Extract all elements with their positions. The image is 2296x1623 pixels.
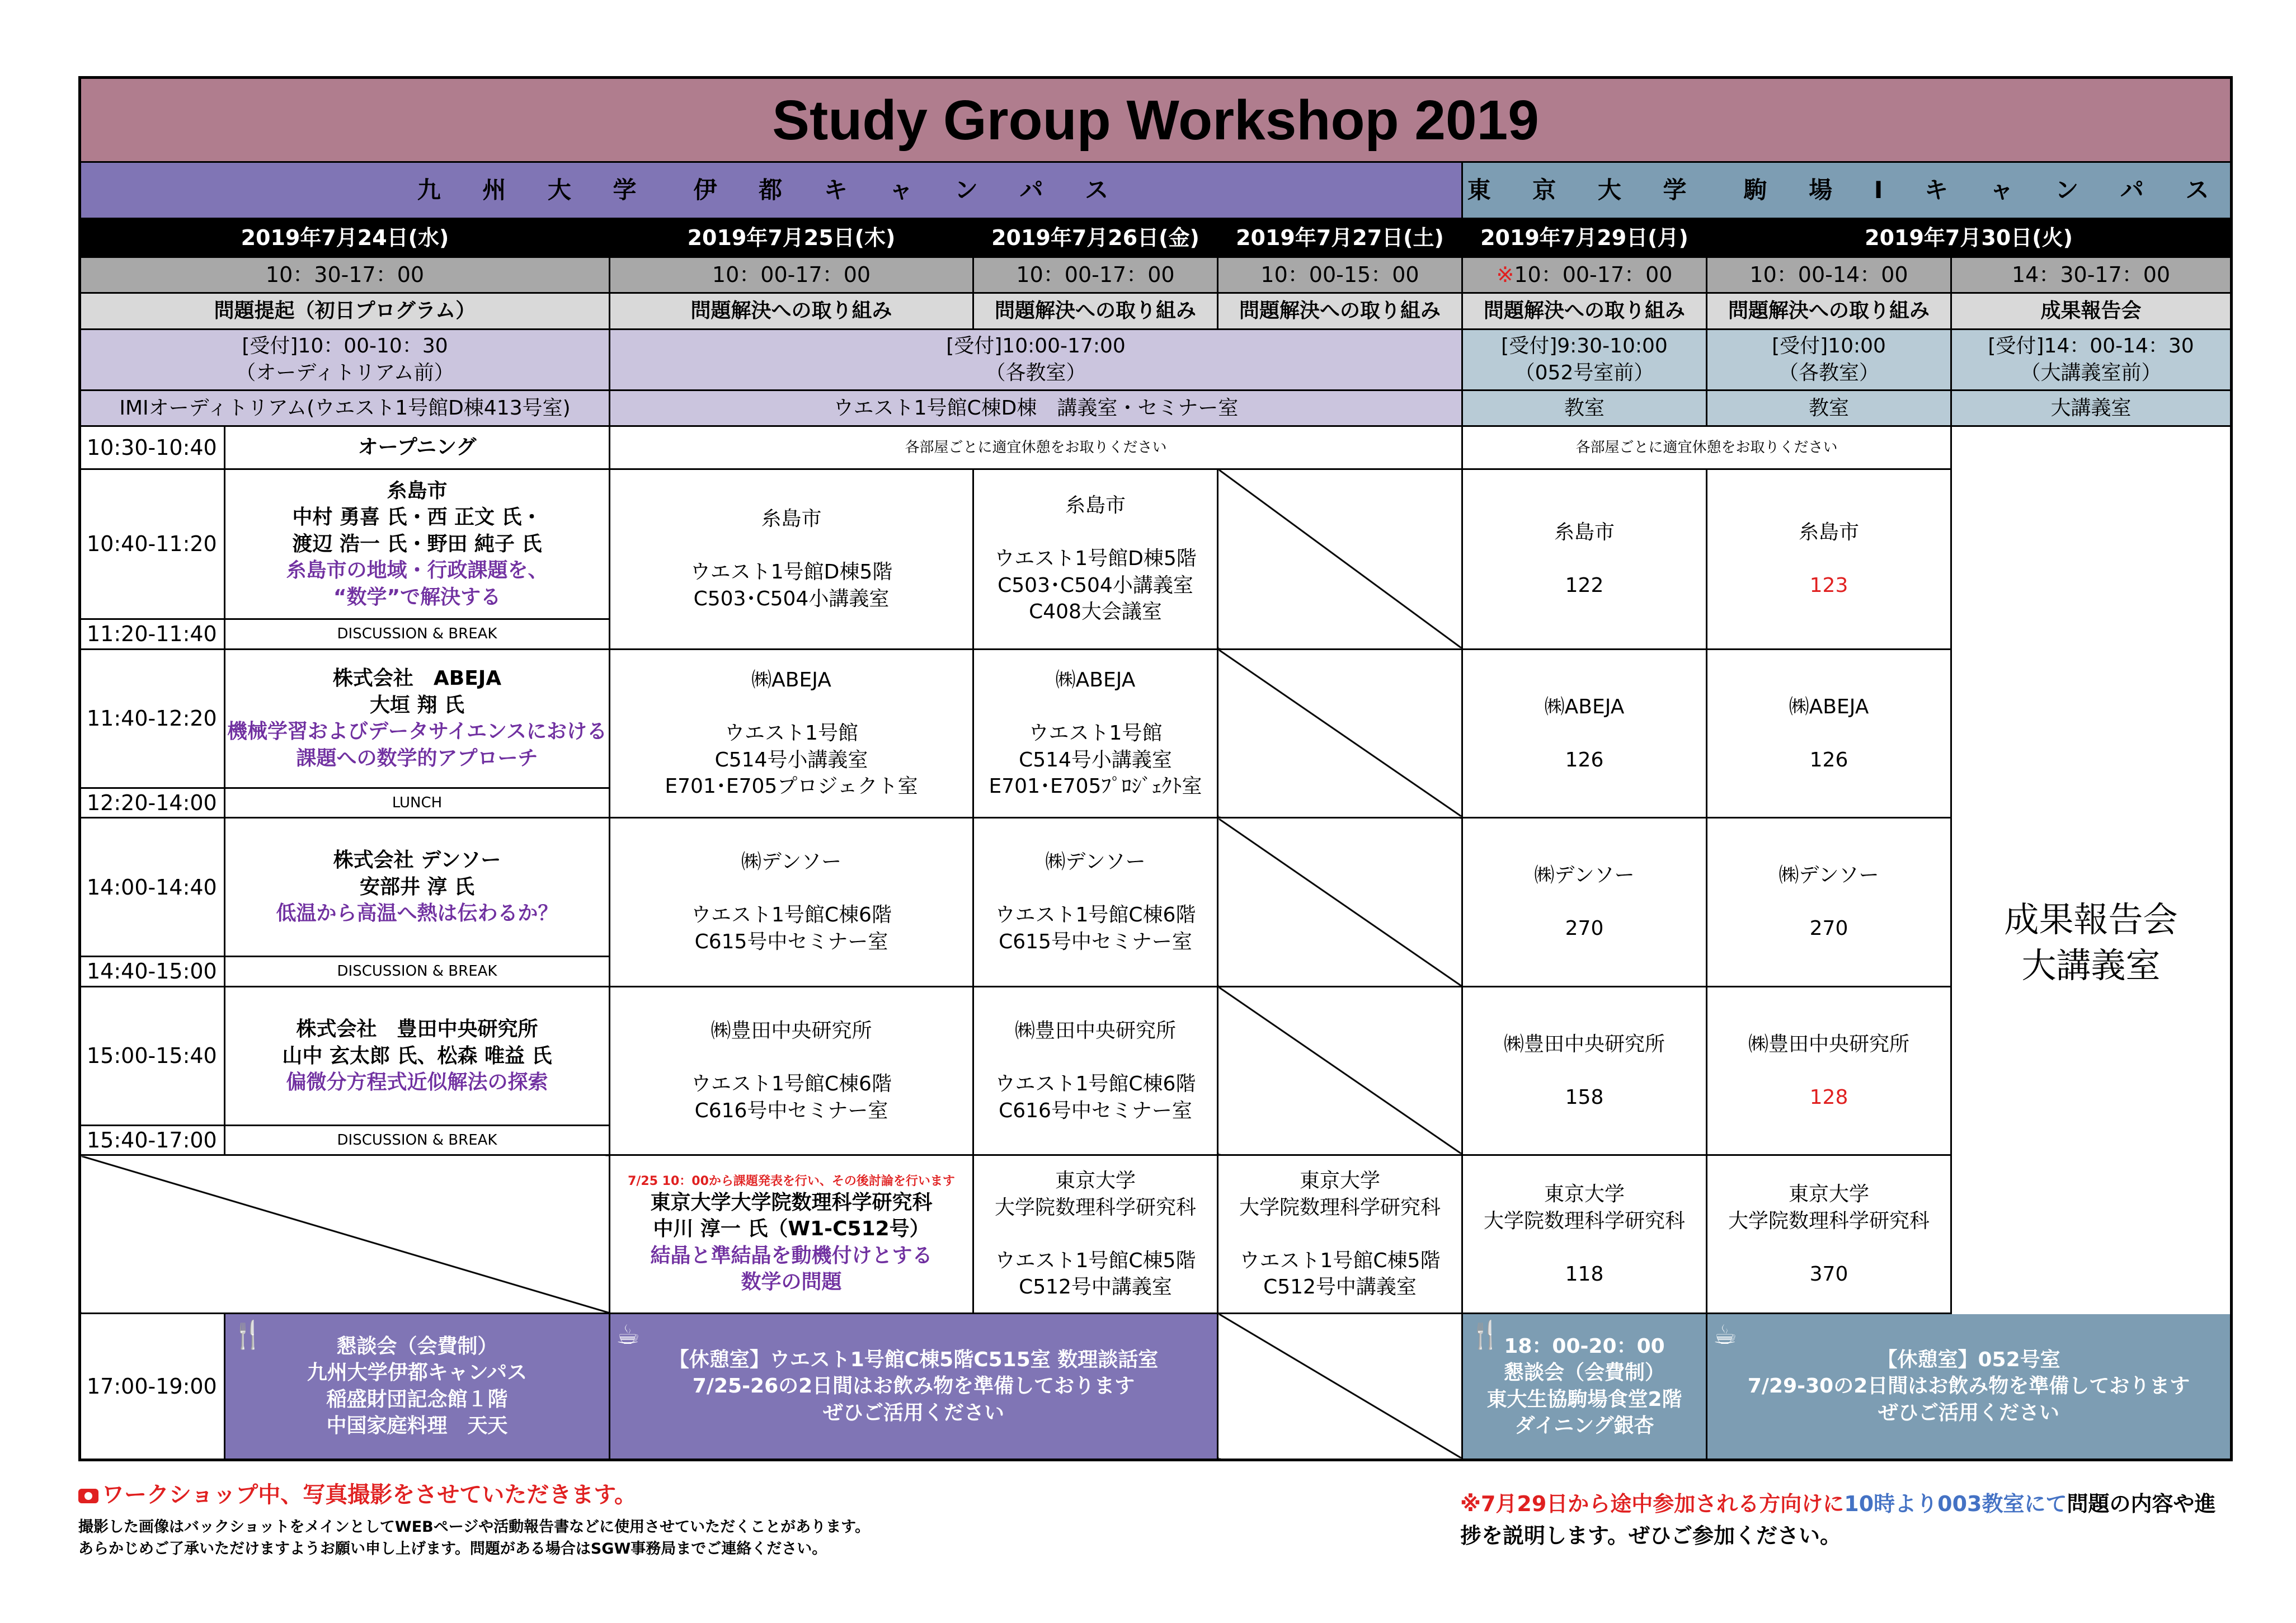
- empty-cell: [1218, 649, 1462, 818]
- session-info: [225, 818, 610, 957]
- venue-cell: ウエスト1号館C棟D棟 講義室・セミナー室: [610, 390, 1462, 426]
- session-note: 7/25 10：00から課題発表を行い、その後討論を行います: [628, 1174, 955, 1188]
- late-join-text: [1460, 1488, 2232, 1552]
- time-slot: 11:20-11:40: [80, 619, 225, 649]
- program-cell: 問題解決への取り組み: [1462, 293, 1707, 330]
- empty-cell: [1218, 986, 1462, 1155]
- break-label: LUNCH: [225, 788, 610, 818]
- time-slot: 14:00-14:40: [80, 818, 225, 957]
- room-number: 128: [1809, 1085, 1848, 1109]
- late-join-notice: [1460, 1488, 2232, 1552]
- room-number: 126: [1809, 748, 1848, 771]
- page-title: Study Group Workshop 2019: [80, 78, 2232, 162]
- venue-cell: 教室: [1707, 390, 1951, 426]
- kyushu-campus-header: 九 州 大 学 伊 都 キ ャ ン パ ス: [80, 162, 1462, 219]
- time-slot: 14:40-15:00: [80, 957, 225, 987]
- room-company: 東京大学 大学院数理科学研究科: [1483, 1183, 1685, 1232]
- coffee-cup-icon: ☕: [1713, 1319, 1738, 1351]
- room-company: ㈱ABEJA: [1789, 695, 1869, 718]
- note-mark: ※: [1496, 262, 1514, 288]
- program-cell: 問題提起（初日プログラム）: [80, 293, 610, 330]
- time-slot: 11:40-12:20: [80, 649, 225, 788]
- coffee-cup-icon: ☕: [616, 1319, 641, 1351]
- opening-label: オープニング: [225, 426, 610, 469]
- camera-icon: [78, 1489, 98, 1503]
- session-info: [225, 986, 610, 1125]
- final-report-cell: 成果報告会 大講義室: [1951, 426, 2232, 1460]
- photo-heading-text: ワークショップ中、写真撮影をさせていただきます。: [102, 1482, 637, 1508]
- room-number: 118: [1565, 1262, 1604, 1286]
- kyushu-party-text: 懇談会（会費制） 九州大学伊都キャンパス 稲盛財団記念館１階 中国家庭料理 天天: [307, 1334, 528, 1438]
- kyushu-lounge-text: 【休憩室】ウエスト1号館C棟5階C515室 数理談話室 7/25-26の2日間はお飲み物を準備しております ぜひご活用ください: [669, 1348, 1159, 1424]
- date-header: 2019年7月29日(月): [1462, 219, 1707, 257]
- empty-cell: [80, 1155, 610, 1313]
- room-number: 122: [1565, 573, 1604, 597]
- hours-cell: 10：00-17：00: [973, 257, 1218, 293]
- room-company: ㈱デンソー: [1779, 864, 1879, 887]
- room-cell: [1707, 986, 1951, 1155]
- room-cell: ㈱豊田中央研究所 ウエスト1号館C棟6階 C616号中セミナー室: [610, 986, 973, 1155]
- reception-cell: [受付]9:30-10:00 （052号室前）: [1462, 329, 1707, 390]
- session-topic: 機械学習およびデータサイエンスにおける 課題への数学的アプローチ: [227, 720, 607, 770]
- venue-cell: IMIオーディトリアム(ウエスト1号館D棟413号室): [80, 390, 610, 426]
- room-cell: 糸島市 ウエスト1号館D棟5階 C503･C504小講義室: [610, 469, 973, 649]
- time-slot: 15:00-15:40: [80, 986, 225, 1125]
- room-company: ㈱デンソー: [1534, 864, 1635, 887]
- empty-cell: [1218, 469, 1462, 649]
- date-header: 2019年7月26日(金): [973, 219, 1218, 257]
- room-number: 270: [1565, 917, 1604, 940]
- date-header: 2019年7月25日(木): [610, 219, 973, 257]
- date-header: 2019年7月30日(火): [1707, 219, 2232, 257]
- program-cell: 問題解決への取り組み: [973, 293, 1218, 330]
- reception-cell: [受付]10：00-10：30 （オーディトリアム前）: [80, 329, 610, 390]
- room-cell: ㈱デンソー ウエスト1号館C棟6階 C615号中セミナー室: [973, 818, 1218, 987]
- room-cell: [1462, 1155, 1707, 1313]
- room-cell: [1707, 818, 1951, 987]
- program-cell: 問題解決への取り組み: [1707, 293, 1951, 330]
- break-label: DISCUSSION & BREAK: [225, 619, 610, 649]
- room-cell: [1707, 649, 1951, 818]
- time-slot: 10:30-10:40: [80, 426, 225, 469]
- room-number: 270: [1809, 917, 1848, 940]
- program-cell: 成果報告会: [1951, 293, 2232, 330]
- time-slot: 15:40-17:00: [80, 1125, 225, 1155]
- room-cell: [1707, 1155, 1951, 1313]
- tokyo-lounge-text: 【休憩室】052号室 7/29-30の2日間はお飲み物を準備しております ぜひご活用ください: [1747, 1348, 2190, 1424]
- room-number: 158: [1565, 1085, 1604, 1109]
- room-cell: [1462, 469, 1707, 649]
- break-label: DISCUSSION & BREAK: [225, 1125, 610, 1155]
- session-org: 東京大学大学院数理科学研究科 中川 淳一 氏（W1-C512号）: [650, 1191, 933, 1241]
- room-number: 123: [1809, 573, 1848, 597]
- schedule-table: [78, 76, 2233, 1461]
- session-org: 株式会社 豊田中央研究所 山中 玄太郎 氏、松森 唯益 氏: [282, 1018, 552, 1067]
- late-join-highlight: 10時より003教室にて: [1844, 1492, 2067, 1516]
- program-cell: 問題解決への取り組み: [610, 293, 973, 330]
- reception-cell: [受付]10:00-17:00 （各教室）: [610, 329, 1462, 390]
- hours-cell: 14：30-17：00: [1951, 257, 2232, 293]
- session-info: [610, 1155, 973, 1313]
- room-company: 糸島市: [1798, 520, 1859, 544]
- hours-text: 10：00-17：00: [1514, 262, 1673, 288]
- session-org: 糸島市 中村 勇喜 氏・西 正文 氏・ 渡辺 浩一 氏・野田 純子 氏: [292, 479, 542, 556]
- date-header: 2019年7月27日(土): [1218, 219, 1462, 257]
- tokyo-lounge-cell: [1707, 1313, 2232, 1460]
- room-cell: 東京大学 大学院数理科学研究科 ウエスト1号館C棟5階 C512号中講義室: [1218, 1155, 1462, 1313]
- time-slot: 12:20-14:00: [80, 788, 225, 818]
- session-topic: 糸島市の地域・行政課題を、 “数学”で解決する: [286, 559, 548, 609]
- session-org: 株式会社 ABEJA 大垣 翔 氏: [332, 667, 502, 717]
- hours-cell: 10：00-15：00: [1218, 257, 1462, 293]
- hours-cell: 10：00-14：00: [1707, 257, 1951, 293]
- hours-cell: [1462, 257, 1707, 293]
- tokyo-party-text: 18：00-20：00 懇談会（会費制） 東大生協駒場食堂2階 ダイニング銀杏: [1486, 1334, 1682, 1438]
- utensils-icon: 🍴: [231, 1319, 265, 1351]
- room-cell: [1462, 818, 1707, 987]
- photo-notice: [78, 1477, 1141, 1558]
- reception-cell: [受付]14：00-14：30 （大講義室前）: [1951, 329, 2232, 390]
- room-company: ㈱豊田中央研究所: [1503, 1032, 1665, 1056]
- break-label: DISCUSSION & BREAK: [225, 957, 610, 987]
- session-info: [225, 649, 610, 788]
- room-cell: ㈱デンソー ウエスト1号館C棟6階 C615号中セミナー室: [610, 818, 973, 987]
- room-cell: [1707, 469, 1951, 649]
- room-cell: [1462, 986, 1707, 1155]
- tokyo-campus-header: 東 京 大 学 駒 場 Ⅰ キ ャ ン パ ス: [1462, 162, 2232, 219]
- break-note: 各部屋ごとに適宜休憩をお取りください: [1462, 426, 1951, 469]
- session-topic: 低温から高温へ熱は伝わるか？: [276, 902, 558, 925]
- room-cell: ㈱ABEJA ウエスト1号館 C514号小講義室 E701･E705ﾌﾟﾛｼﾞｪｸﾄ室: [973, 649, 1218, 818]
- session-info: [225, 469, 610, 619]
- break-note: 各部屋ごとに適宜休憩をお取りください: [610, 426, 1462, 469]
- room-cell: [1462, 649, 1707, 818]
- venue-cell: 大講義室: [1951, 390, 2232, 426]
- room-company: 糸島市: [1554, 520, 1615, 544]
- empty-cell: [1218, 818, 1462, 987]
- room-company: ㈱ABEJA: [1544, 695, 1625, 718]
- room-company: 東京大学 大学院数理科学研究科: [1728, 1183, 1930, 1232]
- program-cell: 問題解決への取り組み: [1218, 293, 1462, 330]
- kyushu-party-cell: [225, 1313, 610, 1460]
- kyushu-lounge-cell: [610, 1313, 1218, 1460]
- session-topic: 結晶と準結晶を動機付けとする 数学の問題: [650, 1244, 933, 1294]
- room-company: ㈱豊田中央研究所: [1748, 1032, 1909, 1056]
- room-cell: 糸島市 ウエスト1号館D棟5階 C503･C504小講義室 C408大会議室: [973, 469, 1218, 649]
- hours-cell: 10：30-17：00: [80, 257, 610, 293]
- reception-cell: [受付]10:00 （各教室）: [1707, 329, 1951, 390]
- room-cell: ㈱ABEJA ウエスト1号館 C514号小講義室 E701･E705プロジェクト室: [610, 649, 973, 818]
- late-join-part: ※7月29日から途中参加される方向けに: [1460, 1492, 1845, 1516]
- empty-cell: [1218, 1313, 1462, 1460]
- photo-heading: [78, 1477, 1141, 1509]
- session-org: 株式会社 デンソー 安部井 淳 氏: [333, 849, 501, 898]
- hours-cell: 10：00-17：00: [610, 257, 973, 293]
- venue-cell: 教室: [1462, 390, 1707, 426]
- room-number: 126: [1565, 748, 1604, 771]
- time-slot: 10:40-11:20: [80, 469, 225, 619]
- late-join-part: 問題の内容や進捗を説明します。ぜひご参加ください。: [1460, 1492, 2216, 1548]
- room-cell: ㈱豊田中央研究所 ウエスト1号館C棟6階 C616号中セミナー室: [973, 986, 1218, 1155]
- date-header: 2019年7月24日(水): [80, 219, 610, 257]
- time-slot: 17:00-19:00: [80, 1313, 225, 1460]
- tokyo-party-cell: [1462, 1313, 1707, 1460]
- room-cell: 東京大学 大学院数理科学研究科 ウエスト1号館C棟5階 C512号中講義室: [973, 1155, 1218, 1313]
- room-number: 370: [1809, 1262, 1848, 1286]
- utensils-icon: 🍴: [1469, 1319, 1502, 1351]
- photo-note: 撮影した画像はバックショットをメインとしてWEBページや活動報告書などに使用させていただくことがあります。 あらかじめご了承いただけますようお願い申し上げます。問題がある場合はSGW事務局までご連絡ください。: [78, 1518, 871, 1558]
- session-topic: 偏微分方程式近似解法の探索: [286, 1071, 548, 1094]
